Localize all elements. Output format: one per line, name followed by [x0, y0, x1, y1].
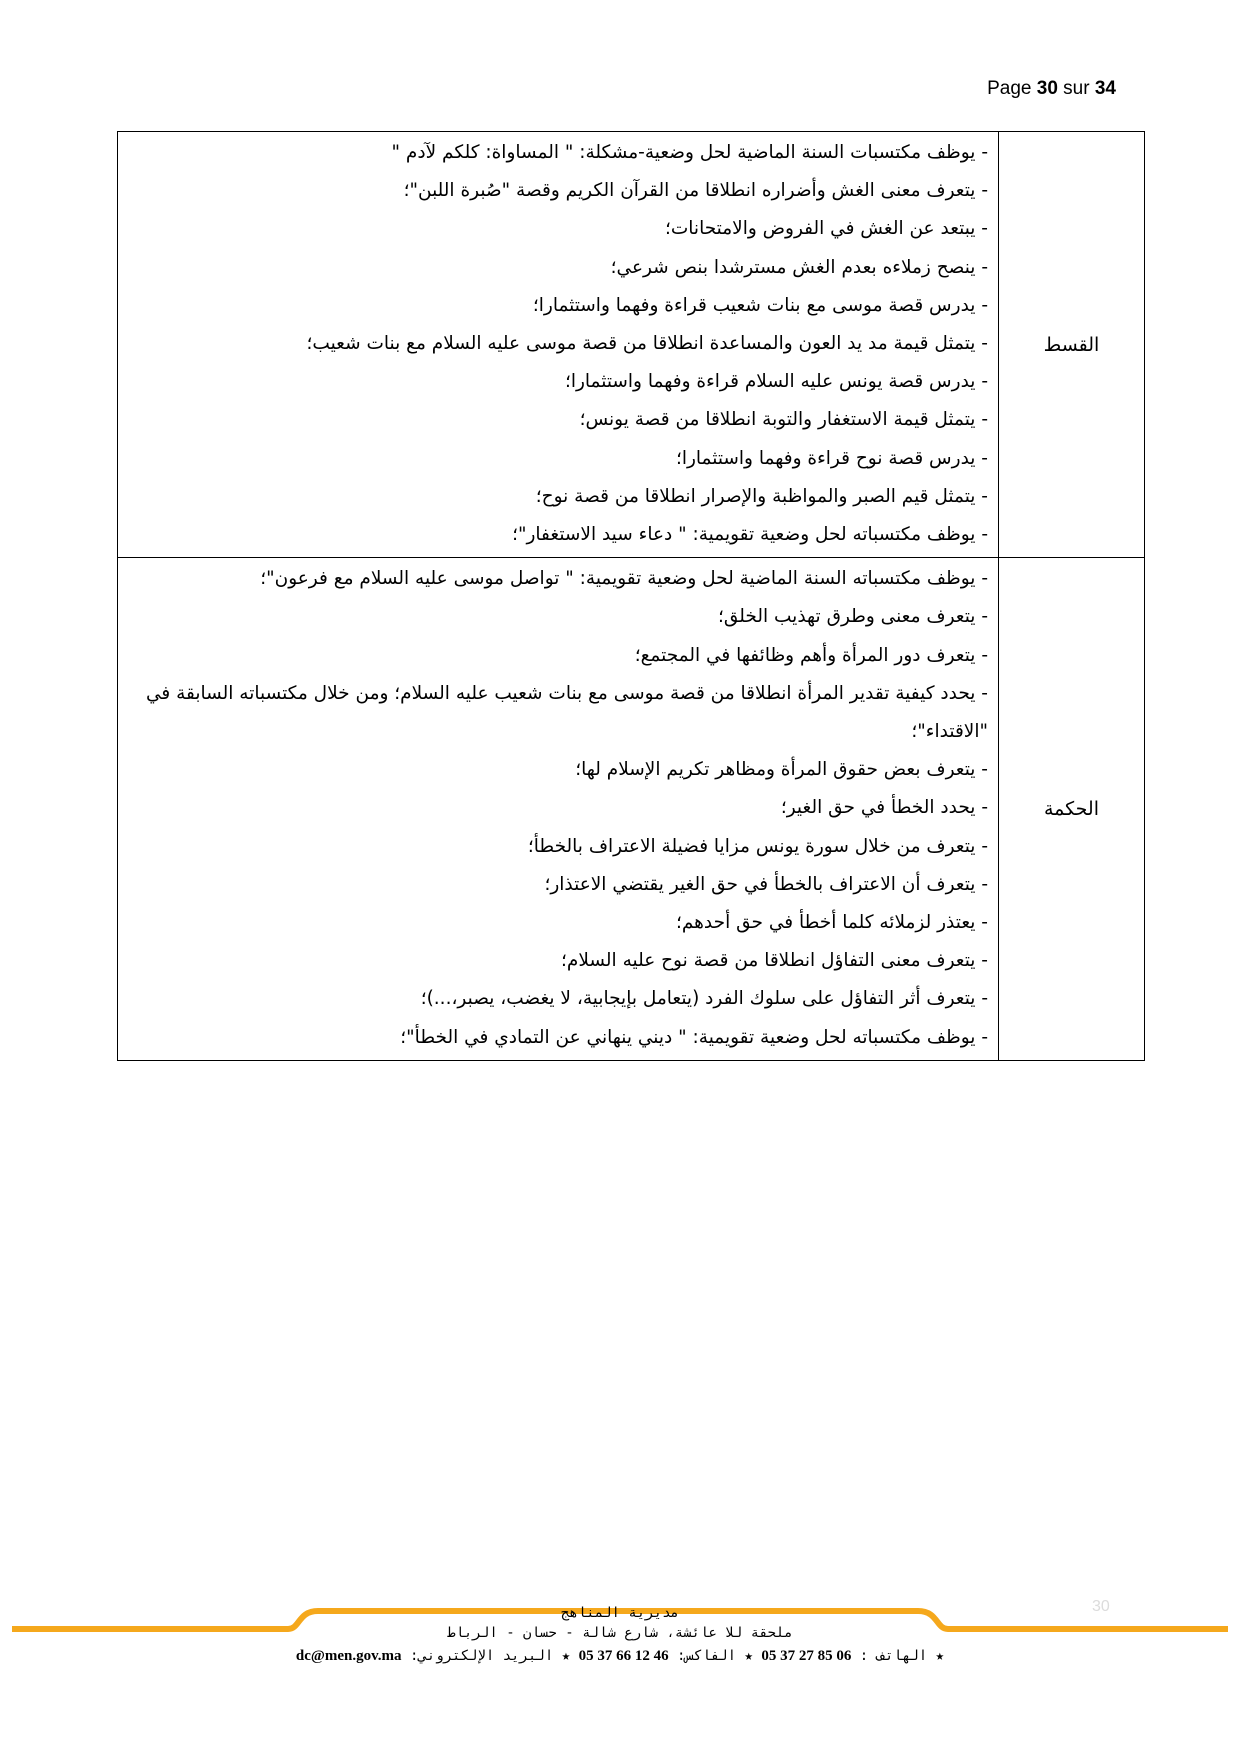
row-label: الحكمة [999, 558, 1145, 1061]
table-row [118, 558, 1145, 1061]
footer-contacts [0, 1648, 1240, 1665]
footer-org: مديرية المناهج [560, 1605, 679, 1621]
objective-line: - يدرس قصة يونس عليه السلام قراءة وفهما واستثمارا؛ [564, 371, 988, 393]
objective-line: - يوظف مكتسباته لحل وضعية تقويمية: " ديني ينهاني عن التمادي في الخطأ"؛ [400, 1026, 988, 1048]
objective-line: - يتمثل قيم الصبر والمواظبة والإصرار انطلاقا من قصة نوح؛ [535, 485, 988, 507]
objective-line: - يتعرف من خلال سورة يونس مزايا فضيلة الاعتراف بالخطأ؛ [527, 835, 988, 857]
phone-number: 05 37 27 85 06 [761, 1648, 852, 1664]
star-icon: ★ [935, 1648, 945, 1664]
objective-line: - يبتعد عن الغش في الفروض والامتحانات؛ [664, 218, 988, 240]
objective-line: - يدرس قصة نوح قراءة وفهما واستثمارا؛ [675, 447, 988, 469]
objective-line: - يتعرف أثر التفاؤل على سلوك الفرد (يتعامل بإيجابية، لا يغضب، يصبر،...)؛ [420, 988, 988, 1010]
objective-line: - يتعرف أن الاعتراف بالخطأ في حق الغير يقتضي الاعتذار؛ [544, 873, 988, 895]
page-number [987, 78, 1116, 100]
fax-label: الفاكس: [677, 1648, 737, 1664]
star-icon: ★ [744, 1648, 753, 1664]
objective-line: - يتعرف بعض حقوق المرأة ومظاهر تكريم الإسلام لها؛ [575, 759, 988, 781]
objective-line: - يتمثل قيمة الاستغفار والتوبة انطلاقا من قصة يونس؛ [579, 409, 988, 431]
objective-line: - ينصح زملاءه بعدم الغش مسترشدا بنص شرعي؛ [610, 256, 988, 278]
page-total: 34 [1094, 78, 1116, 99]
objective-line: - يحدد الخطأ في حق الغير؛ [780, 797, 988, 819]
row-content [118, 132, 999, 558]
fax-number: 05 37 66 12 46 [578, 1648, 669, 1664]
email-label: البريد الإلكتروني: [409, 1648, 554, 1664]
page-current: 30 [1036, 78, 1058, 99]
star-icon: ★ [561, 1648, 571, 1664]
email-link[interactable]: dc@men.gov.ma [295, 1648, 402, 1664]
objective-line: - يتمثل قيمة مد يد العون والمساعدة انطلاقا من قصة موسى عليه السلام مع بنات شعيب؛ [306, 333, 988, 355]
objective-line: - يحدد كيفية تقدير المرأة انطلاقا من قصة موسى مع بنات شعيب عليه السلام؛ ومن خلال مكتسباته السابقة في "الاقتداء"؛ [145, 682, 988, 743]
row-content [118, 558, 999, 1061]
objective-line: - يتعرف معنى التفاؤل انطلاقا من قصة نوح عليه السلام؛ [561, 950, 988, 972]
objective-line: - يوظف مكتسباته لحل وضعية تقويمية: " دعاء سيد الاستغفار"؛ [512, 524, 988, 546]
row-label: القسط [999, 132, 1145, 558]
objective-line: - يوظف مكتسبات السنة الماضية لحل وضعية-مشكلة: " المساواة: كلكم لآدم " [391, 142, 988, 163]
objective-line: - يدرس قصة موسى مع بنات شعيب قراءة وفهما واستثمارا؛ [532, 294, 988, 316]
faint-page-number: 30 [1092, 1598, 1110, 1615]
phone-label: الهاتف : [859, 1648, 928, 1664]
page-sep: sur [1063, 78, 1090, 99]
objective-line: - يتعرف دور المرأة وأهم وظائفها في المجتمع؛ [634, 644, 988, 666]
objective-line: - يتعرف معنى الغش وأضراره انطلاقا من القرآن الكريم وقصة "صُبرة اللبن"؛ [403, 180, 988, 202]
table-row [118, 132, 1145, 558]
objective-line: - يعتذر لزملائه كلما أخطأ في حق أحدهم؛ [675, 912, 988, 934]
objective-line: - يتعرف معنى وطرق تهذيب الخلق؛ [717, 606, 988, 628]
curriculum-table [117, 131, 1145, 1061]
footer-address: ملحقة للا عائشة، شارع شالة - حسان - الرباط [447, 1625, 793, 1641]
page-word: Page [987, 78, 1032, 99]
objective-line: - يوظف مكتسباته السنة الماضية لحل وضعية تقويمية: " تواصل موسى عليه السلام مع فرعون"؛ [260, 568, 988, 590]
